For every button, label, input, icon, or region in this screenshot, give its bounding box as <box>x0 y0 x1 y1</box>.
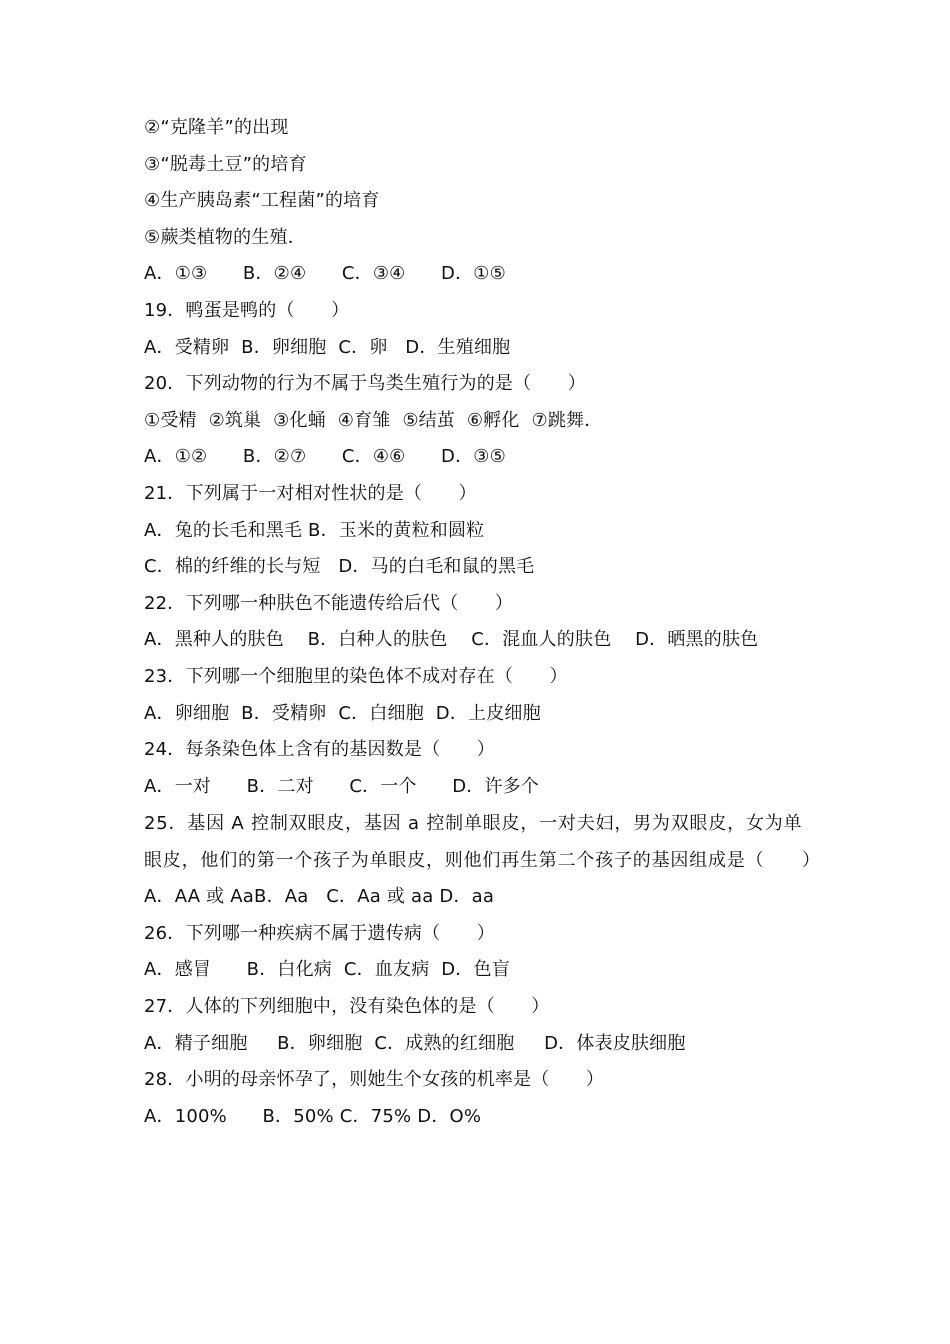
text-line: ③“脱毒土豆”的培育 <box>144 153 307 175</box>
question-20: 20．下列动物的行为不属于鸟类生殖行为的是（ ） <box>144 373 586 395</box>
question-list <box>144 110 821 1135</box>
question-23: 23．下列哪一个细胞里的染色体不成对存在（ ） <box>144 665 568 687</box>
answer-options: A．兔的长毛和黑毛 B．玉米的黄粒和圆粒 <box>144 519 485 541</box>
answer-options: A．精子细胞 B．卵细胞 C．成熟的红细胞 D．体表皮肤细胞 <box>144 1032 686 1054</box>
question-28: 28．小明的母亲怀孕了，则她生个女孩的机率是（ ） <box>144 1069 605 1091</box>
answer-options: A．感冒 B．白化病 C．血友病 D．色盲 <box>144 959 510 981</box>
question-25: 25．基因 A 控制双眼皮，基因 a 控制单眼皮，一对夫妇，男为双眼皮，女为单眼皮，他们的第一个孩子为单眼皮，则他们再生第二个孩子的基因组成是（ ） <box>144 813 821 872</box>
question-21: 21．下列属于一对相对性状的是（ ） <box>144 482 477 504</box>
question-27: 27．人体的下列细胞中，没有染色体的是（ ） <box>144 996 550 1018</box>
text-line: ②“克隆羊”的出现 <box>144 117 289 138</box>
answer-options: A．AA 或 AaB．Aa C．Aa 或 aa D．aa <box>144 886 495 908</box>
answer-options: A．①③ B．②④ C．③④ D．①⑤ <box>144 263 506 285</box>
question-22: 22．下列哪一种肤色不能遗传给后代（ ） <box>144 592 514 614</box>
question-26: 26．下列哪一种疾病不属于遗传病（ ） <box>144 922 495 944</box>
answer-options: A．黑种人的肤色 B．白种人的肤色 C．混血人的肤色 D．晒黑的肤色 <box>144 629 759 651</box>
answer-options: A．受精卵 B．卵细胞 C．卵 D．生殖细胞 <box>144 336 511 358</box>
question-24: 24．每条染色体上含有的基因数是（ ） <box>144 739 495 761</box>
answer-options: A．一对 B．二对 C．一个 D．许多个 <box>144 775 540 797</box>
answer-options: A．卵细胞 B．受精卵 C．白细胞 D．上皮细胞 <box>144 702 541 724</box>
text-line: ⑤蕨类植物的生殖． <box>144 226 306 248</box>
text-line: ④生产胰岛素“工程菌”的培育 <box>144 190 380 212</box>
answer-options: A．100% B．50% C．75% D．O% <box>144 1105 482 1127</box>
question-19: 19．鸭蛋是鸭的（ ） <box>144 299 350 321</box>
text-line: ①受精 ②筑巢 ③化蛹 ④育雏 ⑤结茧 ⑥孵化 ⑦跳舞． <box>144 409 603 431</box>
answer-options: C．棉的纤维的长与短 D．马的白毛和鼠的黑毛 <box>144 556 535 578</box>
answer-options: A．①② B．②⑦ C．④⑥ D．③⑤ <box>144 446 506 468</box>
